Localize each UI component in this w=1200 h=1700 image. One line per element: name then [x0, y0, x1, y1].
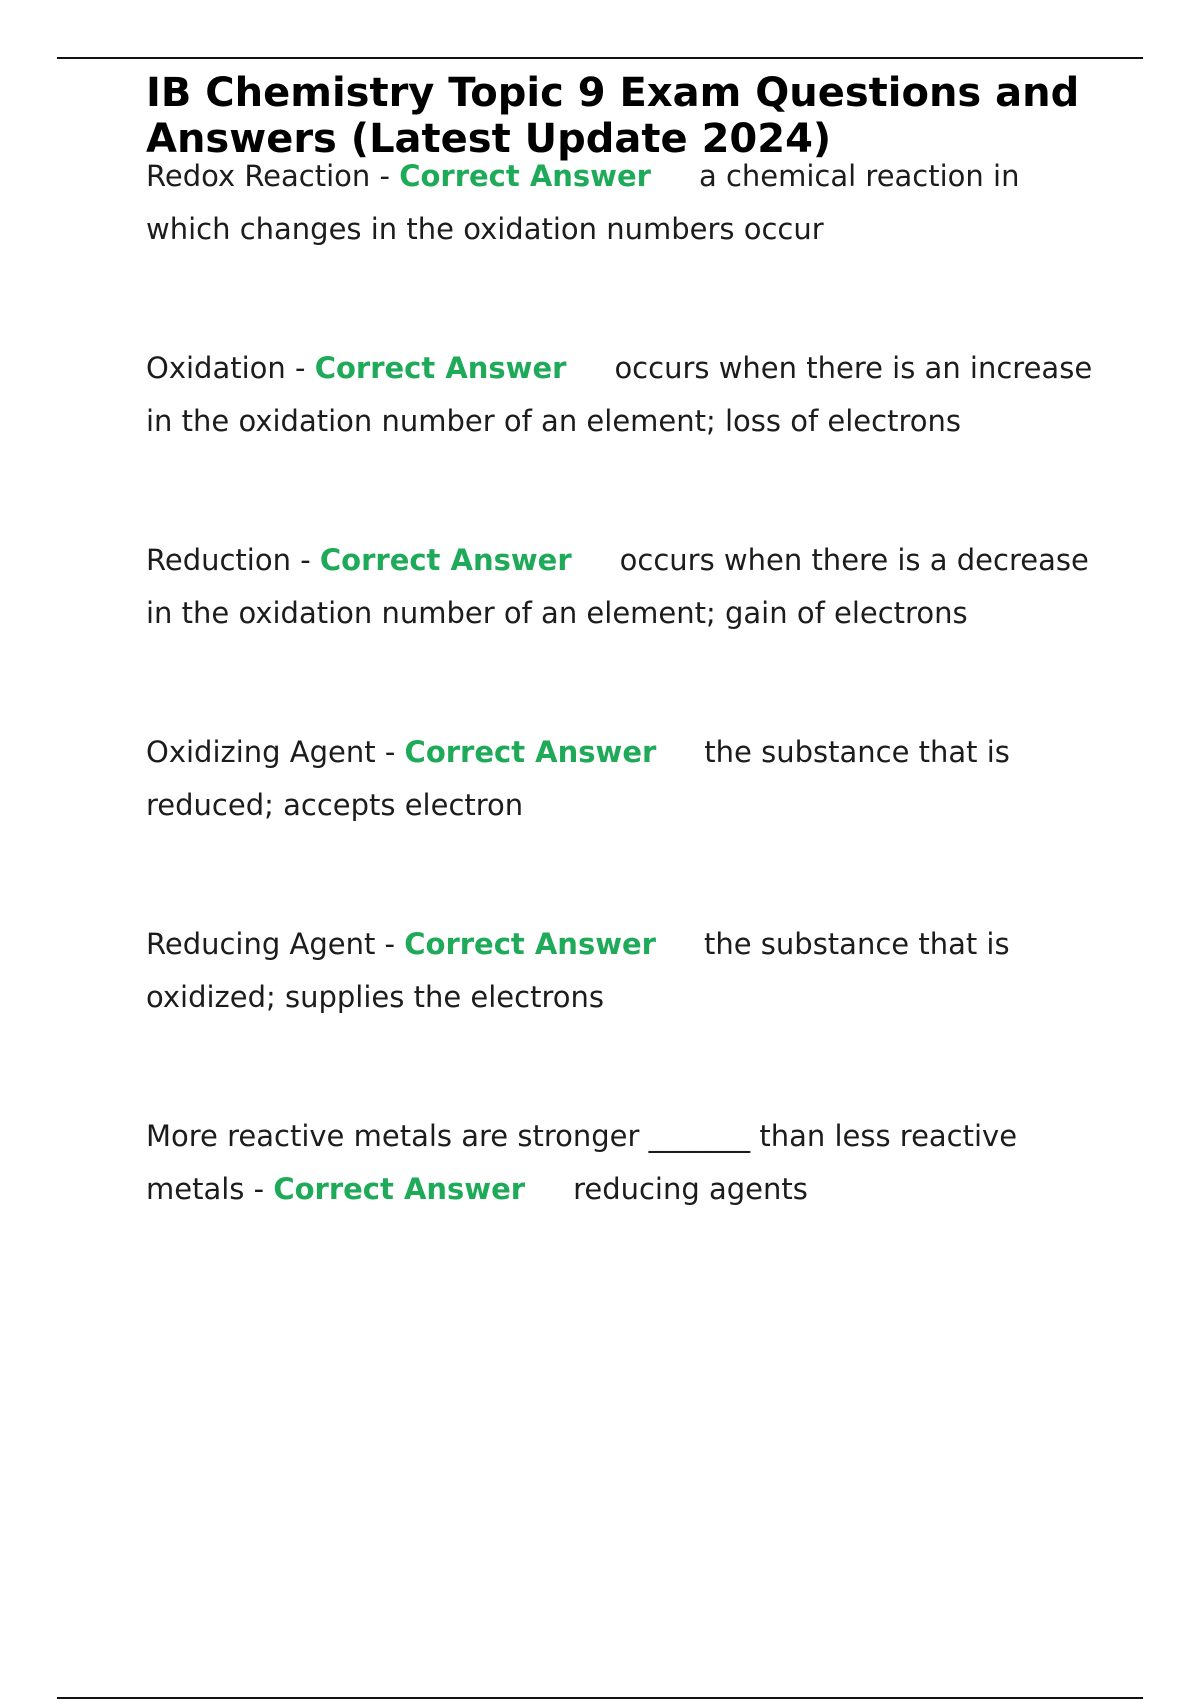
- answer-text: a chemical reaction in which changes in the oxidation numbers occur: [146, 159, 1020, 246]
- document-title: IB Chemistry Topic 9 Exam Questions and Answers (Latest Update 2024): [146, 70, 1080, 162]
- question-text: Redox Reaction: [146, 159, 371, 193]
- separator: -: [285, 351, 315, 385]
- answer-text: the substance that is oxidized; supplies the electrons: [146, 927, 1010, 1014]
- correct-answer-label: Correct Answer: [314, 351, 567, 385]
- separator: -: [375, 927, 405, 961]
- separator: -: [370, 159, 400, 193]
- document-body: [146, 70, 1106, 1215]
- question-text: Oxidation: [146, 351, 286, 385]
- question-text: Oxidizing Agent: [146, 735, 376, 769]
- question-text: Reducing Agent: [146, 927, 376, 961]
- answer-text: occurs when there is a decrease in the oxidation number of an element; gain of electrons: [146, 543, 1089, 630]
- qa-list: [146, 150, 1106, 1215]
- separator: -: [375, 735, 405, 769]
- correct-answer-label: Correct Answer: [404, 927, 656, 961]
- answer-text: reducing agents: [573, 1171, 808, 1206]
- answer-text: the substance that is reduced; accepts electron: [146, 735, 1010, 822]
- answer-text: occurs when there is an increase in the oxidation number of an element; loss of electrons: [146, 351, 1093, 438]
- question-text: More reactive metals are stronger _______ than less reactive metals: [146, 1119, 1018, 1206]
- separator: -: [290, 543, 320, 577]
- separator: -: [244, 1171, 274, 1206]
- correct-answer-label: Correct Answer: [273, 1171, 526, 1206]
- qa-item: [146, 534, 1106, 639]
- qa-item: [146, 1110, 1106, 1215]
- correct-answer-label: Correct Answer: [319, 543, 572, 577]
- top-rule: [57, 57, 1143, 59]
- bottom-rule: [57, 1697, 1143, 1699]
- qa-item: [146, 342, 1106, 447]
- question-text: Reduction: [146, 543, 291, 577]
- qa-item: [146, 726, 1106, 831]
- qa-item: [146, 918, 1106, 1023]
- qa-item: [146, 150, 1106, 255]
- correct-answer-label: Correct Answer: [399, 159, 651, 193]
- correct-answer-label: Correct Answer: [404, 735, 657, 769]
